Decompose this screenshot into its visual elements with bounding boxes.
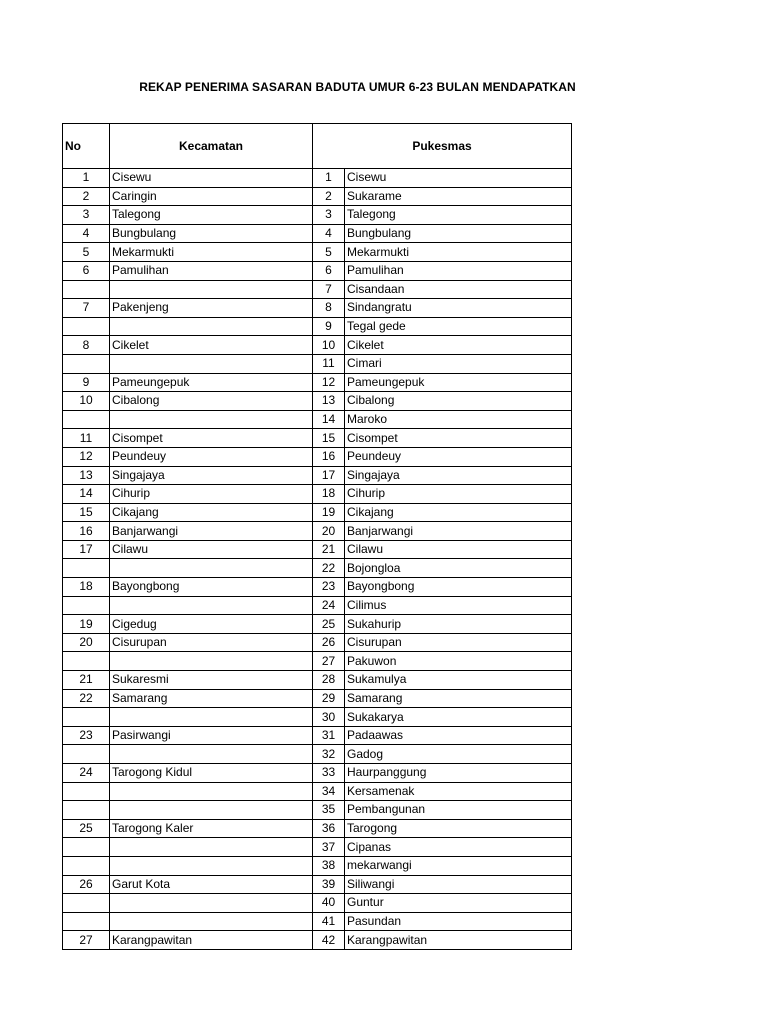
pukesmas-cell: Cilawu xyxy=(345,540,572,559)
pukesmas-number: 26 xyxy=(313,633,345,652)
kecamatan-cell xyxy=(110,745,313,764)
table-row xyxy=(63,782,572,801)
kecamatan-cell: Banjarwangi xyxy=(110,522,313,541)
table-row xyxy=(63,336,572,355)
table-row xyxy=(63,652,572,671)
row-number xyxy=(63,652,110,671)
pukesmas-cell: Mekarmukti xyxy=(345,243,572,262)
kecamatan-cell: Garut Kota xyxy=(110,875,313,894)
kecamatan-cell: Tarogong Kaler xyxy=(110,819,313,838)
kecamatan-cell: Sukaresmi xyxy=(110,671,313,690)
row-number xyxy=(63,856,110,875)
kecamatan-cell xyxy=(110,708,313,727)
pukesmas-number: 8 xyxy=(313,299,345,318)
kecamatan-cell xyxy=(110,782,313,801)
table-row xyxy=(63,447,572,466)
pukesmas-number: 1 xyxy=(313,169,345,188)
table-row xyxy=(63,485,572,504)
pukesmas-cell: Cimari xyxy=(345,354,572,373)
table-row xyxy=(63,894,572,913)
row-number xyxy=(63,801,110,820)
pukesmas-cell: Cikelet xyxy=(345,336,572,355)
pukesmas-cell: Tegal gede xyxy=(345,317,572,336)
pukesmas-cell: Peundeuy xyxy=(345,447,572,466)
pukesmas-cell: Cibalong xyxy=(345,392,572,411)
pukesmas-number: 3 xyxy=(313,206,345,225)
table-row xyxy=(63,169,572,188)
pukesmas-cell: Sukamulya xyxy=(345,671,572,690)
pukesmas-number: 36 xyxy=(313,819,345,838)
header-pukesmas: Pukesmas xyxy=(313,124,572,169)
pukesmas-cell: Gadog xyxy=(345,745,572,764)
table-body xyxy=(63,169,572,950)
row-number: 24 xyxy=(63,764,110,783)
table-row xyxy=(63,633,572,652)
pukesmas-cell: Cikajang xyxy=(345,503,572,522)
kecamatan-cell xyxy=(110,410,313,429)
pukesmas-number: 24 xyxy=(313,596,345,615)
table-row xyxy=(63,522,572,541)
pukesmas-number: 34 xyxy=(313,782,345,801)
pukesmas-cell: Siliwangi xyxy=(345,875,572,894)
row-number: 5 xyxy=(63,243,110,262)
kecamatan-cell: Cibalong xyxy=(110,392,313,411)
pukesmas-number: 20 xyxy=(313,522,345,541)
row-number: 13 xyxy=(63,466,110,485)
kecamatan-cell: Cigedug xyxy=(110,615,313,634)
row-number: 12 xyxy=(63,447,110,466)
row-number xyxy=(63,354,110,373)
row-number: 22 xyxy=(63,689,110,708)
kecamatan-cell: Pakenjeng xyxy=(110,299,313,318)
kecamatan-cell: Peundeuy xyxy=(110,447,313,466)
pukesmas-number: 41 xyxy=(313,912,345,931)
table-row xyxy=(63,354,572,373)
kecamatan-cell: Karangpawitan xyxy=(110,931,313,950)
kecamatan-cell: Pameungepuk xyxy=(110,373,313,392)
pukesmas-number: 31 xyxy=(313,726,345,745)
pukesmas-cell: Cisandaan xyxy=(345,280,572,299)
table-row xyxy=(63,726,572,745)
pukesmas-cell: Sukakarya xyxy=(345,708,572,727)
pukesmas-number: 11 xyxy=(313,354,345,373)
pukesmas-cell: mekarwangi xyxy=(345,856,572,875)
pukesmas-number: 40 xyxy=(313,894,345,913)
kecamatan-cell: Tarogong Kidul xyxy=(110,764,313,783)
row-number: 23 xyxy=(63,726,110,745)
row-number: 21 xyxy=(63,671,110,690)
pukesmas-cell: Cisompet xyxy=(345,429,572,448)
pukesmas-cell: Haurpanggung xyxy=(345,764,572,783)
kecamatan-cell xyxy=(110,856,313,875)
kecamatan-cell xyxy=(110,317,313,336)
table-row xyxy=(63,206,572,225)
row-number: 16 xyxy=(63,522,110,541)
pukesmas-cell: Padaawas xyxy=(345,726,572,745)
kecamatan-cell: Cikajang xyxy=(110,503,313,522)
row-number: 4 xyxy=(63,224,110,243)
kecamatan-cell: Pasirwangi xyxy=(110,726,313,745)
table-row xyxy=(63,931,572,950)
pukesmas-number: 32 xyxy=(313,745,345,764)
table-row xyxy=(63,708,572,727)
table-row xyxy=(63,373,572,392)
kecamatan-cell xyxy=(110,894,313,913)
row-number xyxy=(63,894,110,913)
row-number: 11 xyxy=(63,429,110,448)
row-number: 19 xyxy=(63,615,110,634)
pukesmas-cell: Cisewu xyxy=(345,169,572,188)
kecamatan-cell: Cikelet xyxy=(110,336,313,355)
table-row xyxy=(63,224,572,243)
pukesmas-number: 30 xyxy=(313,708,345,727)
row-number xyxy=(63,317,110,336)
kecamatan-cell: Cisompet xyxy=(110,429,313,448)
table-row xyxy=(63,819,572,838)
pukesmas-cell: Talegong xyxy=(345,206,572,225)
pukesmas-number: 6 xyxy=(313,261,345,280)
kecamatan-cell: Pamulihan xyxy=(110,261,313,280)
row-number xyxy=(63,559,110,578)
table-row xyxy=(63,596,572,615)
kecamatan-cell: Mekarmukti xyxy=(110,243,313,262)
row-number: 6 xyxy=(63,261,110,280)
table-row xyxy=(63,317,572,336)
table-row xyxy=(63,875,572,894)
table-row xyxy=(63,410,572,429)
pukesmas-number: 7 xyxy=(313,280,345,299)
table-row xyxy=(63,429,572,448)
table-row xyxy=(63,745,572,764)
row-number: 26 xyxy=(63,875,110,894)
pukesmas-number: 21 xyxy=(313,540,345,559)
pukesmas-cell: Bayongbong xyxy=(345,578,572,597)
kecamatan-cell: Talegong xyxy=(110,206,313,225)
row-number: 27 xyxy=(63,931,110,950)
row-number xyxy=(63,838,110,857)
table-header-row xyxy=(63,124,572,169)
kecamatan-cell: Samarang xyxy=(110,689,313,708)
kecamatan-cell: Cisurupan xyxy=(110,633,313,652)
pukesmas-number: 42 xyxy=(313,931,345,950)
kecamatan-cell: Singajaya xyxy=(110,466,313,485)
row-number xyxy=(63,280,110,299)
pukesmas-cell: Pameungepuk xyxy=(345,373,572,392)
row-number xyxy=(63,410,110,429)
pukesmas-cell: Karangpawitan xyxy=(345,931,572,950)
pukesmas-number: 2 xyxy=(313,187,345,206)
pukesmas-number: 28 xyxy=(313,671,345,690)
table-row xyxy=(63,243,572,262)
row-number: 9 xyxy=(63,373,110,392)
row-number: 10 xyxy=(63,392,110,411)
pukesmas-cell: Singajaya xyxy=(345,466,572,485)
row-number xyxy=(63,912,110,931)
table-row xyxy=(63,392,572,411)
rekap-table xyxy=(62,123,572,950)
kecamatan-cell: Bungbulang xyxy=(110,224,313,243)
kecamatan-cell xyxy=(110,596,313,615)
kecamatan-cell: Cilawu xyxy=(110,540,313,559)
row-number: 8 xyxy=(63,336,110,355)
pukesmas-number: 33 xyxy=(313,764,345,783)
pukesmas-number: 19 xyxy=(313,503,345,522)
table-row xyxy=(63,801,572,820)
header-kecamatan: Kecamatan xyxy=(110,124,313,169)
kecamatan-cell: Cihurip xyxy=(110,485,313,504)
row-number: 14 xyxy=(63,485,110,504)
pukesmas-cell: Tarogong xyxy=(345,819,572,838)
row-number xyxy=(63,708,110,727)
row-number: 1 xyxy=(63,169,110,188)
pukesmas-number: 22 xyxy=(313,559,345,578)
table-row xyxy=(63,856,572,875)
row-number: 2 xyxy=(63,187,110,206)
pukesmas-number: 17 xyxy=(313,466,345,485)
pukesmas-cell: Sindangratu xyxy=(345,299,572,318)
pukesmas-number: 29 xyxy=(313,689,345,708)
pukesmas-cell: Bungbulang xyxy=(345,224,572,243)
pukesmas-number: 23 xyxy=(313,578,345,597)
pukesmas-number: 35 xyxy=(313,801,345,820)
pukesmas-cell: Pembangunan xyxy=(345,801,572,820)
row-number xyxy=(63,596,110,615)
table-row xyxy=(63,280,572,299)
table-row xyxy=(63,540,572,559)
pukesmas-number: 16 xyxy=(313,447,345,466)
kecamatan-cell xyxy=(110,652,313,671)
pukesmas-number: 13 xyxy=(313,392,345,411)
table-row xyxy=(63,671,572,690)
pukesmas-cell: Guntur xyxy=(345,894,572,913)
pukesmas-number: 12 xyxy=(313,373,345,392)
table-row xyxy=(63,615,572,634)
pukesmas-cell: Pakuwon xyxy=(345,652,572,671)
pukesmas-cell: Sukahurip xyxy=(345,615,572,634)
pukesmas-number: 9 xyxy=(313,317,345,336)
kecamatan-cell xyxy=(110,354,313,373)
pukesmas-number: 37 xyxy=(313,838,345,857)
kecamatan-cell xyxy=(110,838,313,857)
pukesmas-number: 27 xyxy=(313,652,345,671)
row-number: 15 xyxy=(63,503,110,522)
pukesmas-cell: Pasundan xyxy=(345,912,572,931)
header-no: No xyxy=(63,124,110,169)
pukesmas-number: 10 xyxy=(313,336,345,355)
table-row xyxy=(63,689,572,708)
pukesmas-number: 5 xyxy=(313,243,345,262)
pukesmas-number: 18 xyxy=(313,485,345,504)
row-number: 25 xyxy=(63,819,110,838)
document-title: REKAP PENERIMA SASARAN BADUTA UMUR 6-23 BULAN MENDAPATKAN xyxy=(139,80,576,94)
pukesmas-cell: Pamulihan xyxy=(345,261,572,280)
table-row xyxy=(63,261,572,280)
table-row xyxy=(63,912,572,931)
row-number xyxy=(63,745,110,764)
table-row xyxy=(63,559,572,578)
pukesmas-cell: Sukarame xyxy=(345,187,572,206)
row-number: 7 xyxy=(63,299,110,318)
pukesmas-cell: Banjarwangi xyxy=(345,522,572,541)
pukesmas-cell: Samarang xyxy=(345,689,572,708)
pukesmas-number: 39 xyxy=(313,875,345,894)
pukesmas-cell: Cihurip xyxy=(345,485,572,504)
pukesmas-cell: Cilimus xyxy=(345,596,572,615)
pukesmas-cell: Kersamenak xyxy=(345,782,572,801)
table-row xyxy=(63,838,572,857)
pukesmas-number: 15 xyxy=(313,429,345,448)
kecamatan-cell: Caringin xyxy=(110,187,313,206)
table-row xyxy=(63,578,572,597)
pukesmas-number: 38 xyxy=(313,856,345,875)
kecamatan-cell: Cisewu xyxy=(110,169,313,188)
kecamatan-cell xyxy=(110,559,313,578)
pukesmas-number: 25 xyxy=(313,615,345,634)
row-number xyxy=(63,782,110,801)
table-row xyxy=(63,187,572,206)
row-number: 3 xyxy=(63,206,110,225)
pukesmas-cell: Cipanas xyxy=(345,838,572,857)
row-number: 17 xyxy=(63,540,110,559)
kecamatan-cell: Bayongbong xyxy=(110,578,313,597)
pukesmas-cell: Cisurupan xyxy=(345,633,572,652)
pukesmas-cell: Bojongloa xyxy=(345,559,572,578)
row-number: 20 xyxy=(63,633,110,652)
table-row xyxy=(63,466,572,485)
row-number: 18 xyxy=(63,578,110,597)
table-row xyxy=(63,299,572,318)
pukesmas-number: 14 xyxy=(313,410,345,429)
pukesmas-cell: Maroko xyxy=(345,410,572,429)
kecamatan-cell xyxy=(110,280,313,299)
pukesmas-number: 4 xyxy=(313,224,345,243)
table-row xyxy=(63,503,572,522)
kecamatan-cell xyxy=(110,801,313,820)
table-row xyxy=(63,764,572,783)
kecamatan-cell xyxy=(110,912,313,931)
